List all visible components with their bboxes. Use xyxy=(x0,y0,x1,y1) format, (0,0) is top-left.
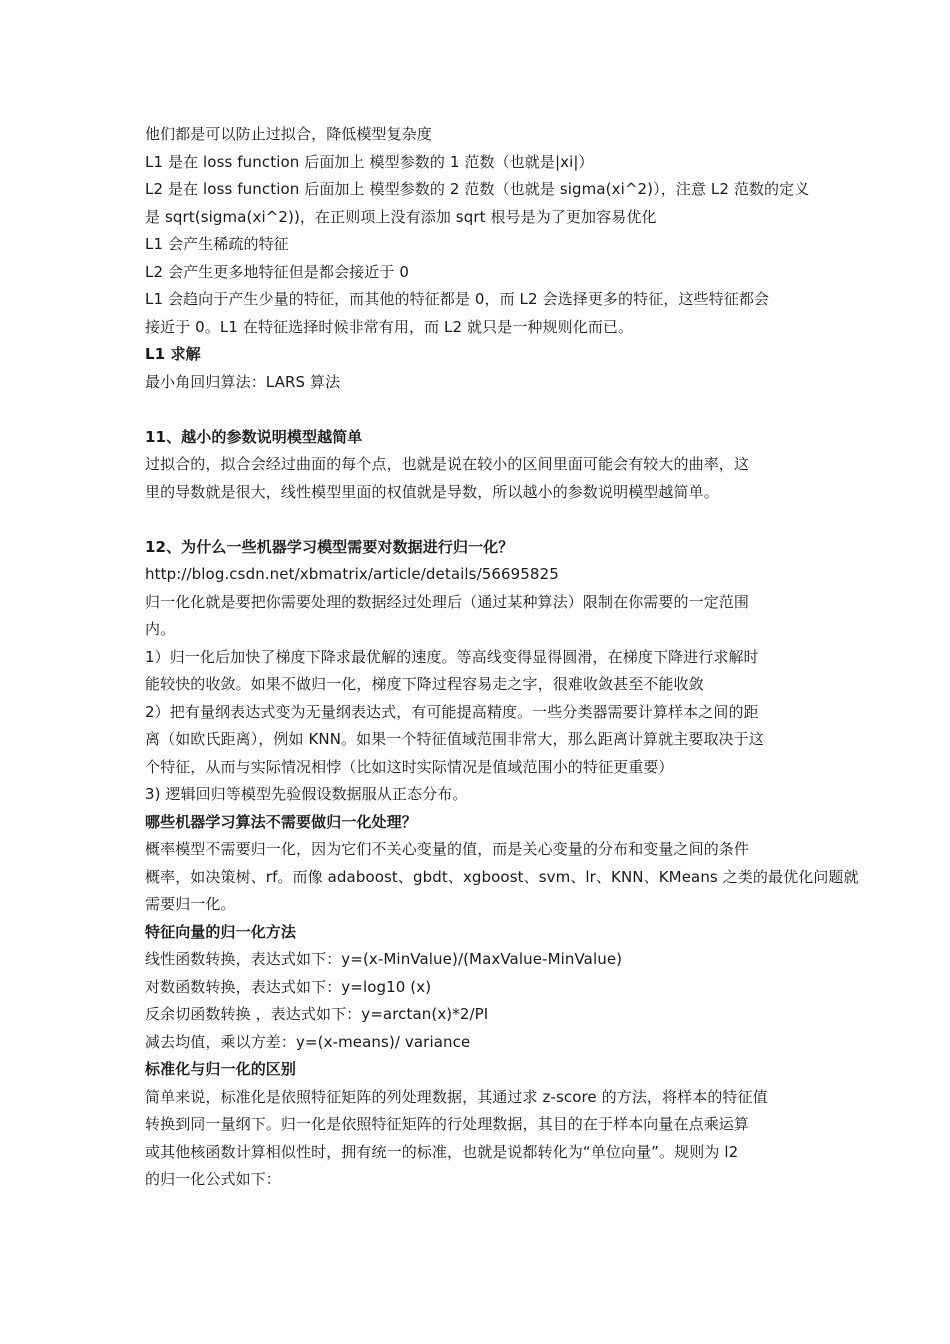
text-line: 能较快的收敛。如果不做归一化，梯度下降过程容易走之字，很难收敛甚至不能收敛 xyxy=(145,675,704,693)
text-line: 接近于 0。L1 在特征选择时候非常有用，而 L2 就只是一种规则化而已。 xyxy=(145,317,634,336)
text-line: 概率模型不需要归一化，因为它们不关心变量的值，而是关心变量的分布和变量之间的条件 xyxy=(145,840,750,858)
paragraph xyxy=(145,1029,809,1057)
text-line: 简单来说，标准化是依照特征矩阵的列处理数据，其通过求 z-score 的方法，将样本的特征值 xyxy=(145,1087,768,1106)
text-line: 离（如欧氏距离），例如 KNN。如果一个特征值域范围非常大，那么距离计算就主要取决于这 xyxy=(145,730,764,748)
paragraph xyxy=(145,974,809,1002)
text-line: http://blog.csdn.net/xbmatrix/article/details/56695825 xyxy=(145,565,559,583)
text-line: L1 会产生稀疏的特征 xyxy=(145,235,289,253)
text-line: 哪些机器学习算法不需要做归一化处理？ xyxy=(145,812,417,831)
paragraph xyxy=(145,369,809,397)
text-line: 标准化与归一化的区别 xyxy=(145,1060,297,1078)
paragraph xyxy=(145,259,809,287)
paragraph xyxy=(145,946,809,974)
section-heading xyxy=(145,1056,809,1084)
blank-line xyxy=(145,396,809,424)
text-line: 内。 xyxy=(145,620,176,638)
paragraph xyxy=(145,781,809,809)
section-heading xyxy=(145,424,809,452)
paragraph xyxy=(145,561,809,589)
paragraph xyxy=(145,149,809,177)
text-line: 最小角回归算法：LARS 算法 xyxy=(145,372,341,391)
text-line: 转换到同一量纲下。归一化是依照特征矩阵的行处理数据，其目的在于样本向量在点乘运算 xyxy=(145,1115,750,1133)
paragraph xyxy=(145,231,809,259)
text-line: 需要归一化。 xyxy=(145,895,236,913)
text-line: 归一化化就是要把你需要处理的数据经过处理后（通过某种算法）限制在你需要的一定范围 xyxy=(145,592,750,611)
text-line: 概率，如决策树、rf。而像 adaboost、gbdt、xgboost、svm、lr、KNN、KMeans 之类的最优化问题就 xyxy=(145,867,859,886)
text-line: 线性函数转换，表达式如下：y=(x-MinValue)/(MaxValue-MinValue) xyxy=(145,950,623,968)
text-line: L2 是在 loss function 后面加上 模型参数的 2 范数（也就是 sigma(xi^2)），注意 L2 范数的定义 xyxy=(145,180,810,198)
text-line: 他们都是可以防止过拟合，降低模型复杂度 xyxy=(145,125,432,143)
text-line: 是 sqrt(sigma(xi^2))，在正则项上没有添加 sqrt 根号是为了更加容易优化 xyxy=(145,207,657,226)
text-line: 或其他核函数计算相似性时，拥有统一的标准，也就是说都转化为“单位向量”。规则为 l2 xyxy=(145,1142,739,1161)
paragraph xyxy=(145,451,809,506)
text-line: L1 求解 xyxy=(145,345,201,363)
text-line: L2 会产生更多地特征但是都会接近于 0 xyxy=(145,262,409,281)
text-line: 对数函数转换，表达式如下：y=log10 (x) xyxy=(145,977,432,996)
text-line: 1）归一化后加快了梯度下降求最优解的速度。等高线变得显得圆滑，在梯度下降进行求解时 xyxy=(145,647,759,666)
section-heading xyxy=(145,919,809,947)
blank-line xyxy=(145,506,809,534)
paragraph xyxy=(145,699,809,782)
paragraph xyxy=(145,836,859,919)
text-line: 个特征，从而与实际情况相悖（比如这时实际情况是值域范围小的特征更重要） xyxy=(145,757,674,776)
paragraph xyxy=(145,121,809,149)
paragraph xyxy=(145,176,809,231)
paragraph xyxy=(145,286,809,341)
text-line: 特征向量的归一化方法 xyxy=(145,922,297,941)
paragraph xyxy=(145,589,809,644)
text-line: 的归一化公式如下： xyxy=(145,1170,281,1188)
paragraph xyxy=(145,1001,809,1029)
text-line: L1 是在 loss function 后面加上 模型参数的 1 范数（也就是|xi|） xyxy=(145,152,594,171)
text-line: 减去均值，乘以方差：y=(x-means)/ variance xyxy=(145,1032,471,1051)
paragraph xyxy=(145,1084,809,1194)
text-line: 里的导数就是很大，线性模型里面的权值就是导数，所以越小的参数说明模型越简单。 xyxy=(145,482,719,501)
document-body xyxy=(145,121,859,1194)
text-line: 过拟合的，拟合会经过曲面的每个点，也就是说在较小的区间里面可能会有较大的曲率，这 xyxy=(145,455,750,473)
section-heading xyxy=(145,809,809,837)
text-line: 2）把有量纲表达式变为无量纲表达式，有可能提高精度。一些分类器需要计算样本之间的距 xyxy=(145,702,759,721)
text-line: 11、越小的参数说明模型越简单 xyxy=(145,427,363,446)
section-heading xyxy=(145,341,809,369)
text-line: L1 会趋向于产生少量的特征，而其他的特征都是 0，而 L2 会选择更多的特征，这些特征都会 xyxy=(145,290,770,308)
section-heading xyxy=(145,534,809,562)
text-line: 12、为什么一些机器学习模型需要对数据进行归一化？ xyxy=(145,537,514,556)
text-line: 3) 逻辑回归等模型先验假设数据服从正态分布。 xyxy=(145,785,468,803)
text-line: 反余切函数转换 ，表达式如下：y=arctan(x)*2/PI xyxy=(145,1005,489,1023)
paragraph xyxy=(145,644,809,699)
